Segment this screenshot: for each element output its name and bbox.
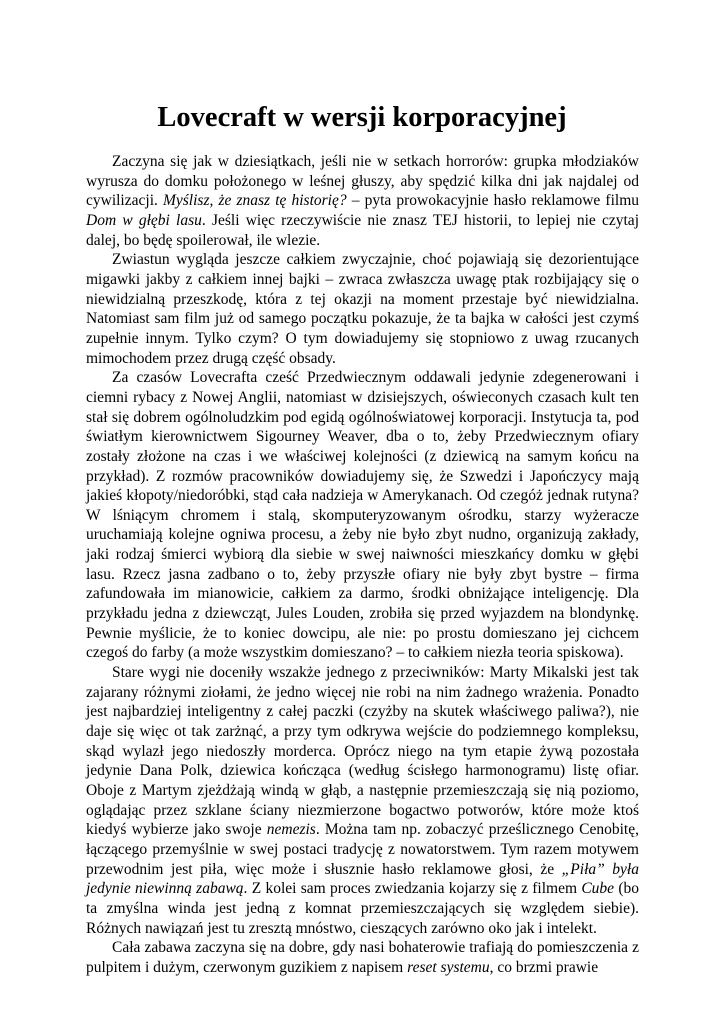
text-run: Stare wygi nie doceniły wszakże jednego z przeciwników: Marty Mikalski jest tak zajarany różnymi ziołami, że jedno więcej nie robi na nim żadnego wrażenia. Ponadto jest najbardziej inteligentny z całej paczki (czyżby na skutek właściwego paliwa?), nie daje się więc ot tak zarżnąć, a przy tym odkrywa wejście do podziemnego kompleksu, skąd wylazł jego niedoszły morderca. Oprócz niego na tym etapie żywą pozostała jedynie Dana Polk, dziewica kończąca (według ścisłego harmonogramu) listę ofiar. Oboje z Martym zjeżdżają windą w głąb, a następnie przemieszczają się nią poziomo, oglądając przez szklane ściany niezmierzone bogactwo potworów, które może ktoś kiedyś wybierze jako swoje bbox=[86, 664, 639, 839]
text-run: . Z kolei sam proces zwiedzania kojarzy się z filmem bbox=[243, 880, 582, 898]
text-run: Zwiastun wygląda jeszcze całkiem zwyczajnie, choć pojawiają się dezorientujące migawki jakby z całkiem innej bajki – zwraca zwłaszcza uwagę ptak rozbijający się o niewidzialną przeszkodę, która z tej okazji na moment przestaje być niewidzialna. Natomiast sam film już od samego początku pokazuje, że ta bajka w całości jest czymś zupełnie innym. Tylko czym? O tym dowiadujemy się stopniowo z uwag rzucanych mimochodem przez drugą część obsady. bbox=[86, 251, 639, 367]
paragraph bbox=[86, 250, 639, 368]
paragraph bbox=[86, 152, 639, 250]
text-run: – pyta prowokacyjnie hasło reklamowe filmu bbox=[346, 192, 639, 210]
text-run: Za czasów Lovecrafta cześć Przedwiecznym oddawali jedynie zdegenerowani i ciemni rybacy z Nowej Anglii, natomiast w dzisiejszych, oświeconych czasach kult ten stał się dobrem ogólnoludzkim pod egidą ogólnoświatowej korporacji. Instytucja ta, pod światłym kierownictwem Sigourney Weaver, dba o to, żeby Przedwiecznym ofiary zostały złożone na czas i we właściwej kolejności (z dziewicą na samym końcu na przykład). Z rozmów pracowników dowiadujemy się, że Szwedzi i Japończycy mają jakieś kłopoty/niedoróbki, stąd cała nadzieja w Amerykanach. Od czegóż jednak rutyna? W lśniącym chromem i stalą, skomputeryzowanym ośrodku, starzy wyżeracze uruchamiają kolejne ogniwa procesu, a żeby nie było zbyt nudno, organizują zakłady, jaki rodzaj śmierci wybiorą dla siebie w swej naiwności mieszkańcy domku w głębi lasu. Rzecz jasna zadbano o to, żeby przyszłe ofiary nie były zbyt bystre – firma zafundowała im mianowicie, całkiem za darmo, środki obniżające inteligencję. Dla przykładu jedna z dziewcząt, Jules Louden, zrobiła się przed wyjazdem na blondynkę. Pewnie myślicie, że to koniec dowcipu, ale nie: po prostu domieszano jej cichcem czegoś do farby (a może wszystkim domieszano? – to całkiem niezła teoria spiskowa). bbox=[86, 369, 639, 662]
text-run: . Można tam np. zobaczyć prześlicznego Cenobitę, łączącego przemyślnie w swej postaci tradycję z nowatorstwem. Tym razem motywem przewodnim jest piła, więc może i słusznie hasło reklamowe głosi, że bbox=[86, 821, 639, 878]
italic-text-run: reset systemu bbox=[407, 958, 490, 976]
text-run: Cała zabawa zaczyna się na dobre, gdy nasi bohaterowie trafiają do pomieszczenia z pulpitem i dużym, czerwonym guzikiem z napisem bbox=[86, 939, 639, 976]
document-title: Lovecraft w wersji korporacyjnej bbox=[157, 102, 567, 133]
text-run: (bo ta zmyślna winda jest jedną z komnat przemieszczających się względem siebie). Różnych nawiązań jest tu zresztą mnóstwo, cieszących zarówno oko jak i intelekt. bbox=[86, 880, 639, 937]
document-body bbox=[86, 152, 639, 978]
italic-text-run: Cube bbox=[581, 880, 615, 898]
text-run: . Jeśli więc rzeczywiście nie znasz TEJ historii, to lepiej nie czytaj dalej, bo będę spoilerował, ile wlezie. bbox=[86, 211, 639, 249]
italic-text-run: Myślisz, że znasz tę historię? bbox=[162, 192, 347, 210]
paragraph bbox=[86, 663, 639, 938]
text-run: Zaczyna się jak w dziesiątkach, jeśli nie w setkach horrorów: grupka młodziaków wyrusza do domku położonego w leśnej głuszy, aby spędzić kilka dni jak najdalej od cywilizacji. bbox=[86, 153, 639, 210]
paragraph bbox=[86, 938, 639, 977]
paragraph bbox=[86, 368, 639, 663]
italic-text-run: Dom w głębi lasu bbox=[86, 211, 202, 229]
text-run: , co brzmi prawie bbox=[489, 958, 599, 976]
italic-text-run: nemezis bbox=[266, 821, 316, 839]
italic-text-run: „Piła” była jedynie niewinną zabawą bbox=[86, 860, 639, 898]
